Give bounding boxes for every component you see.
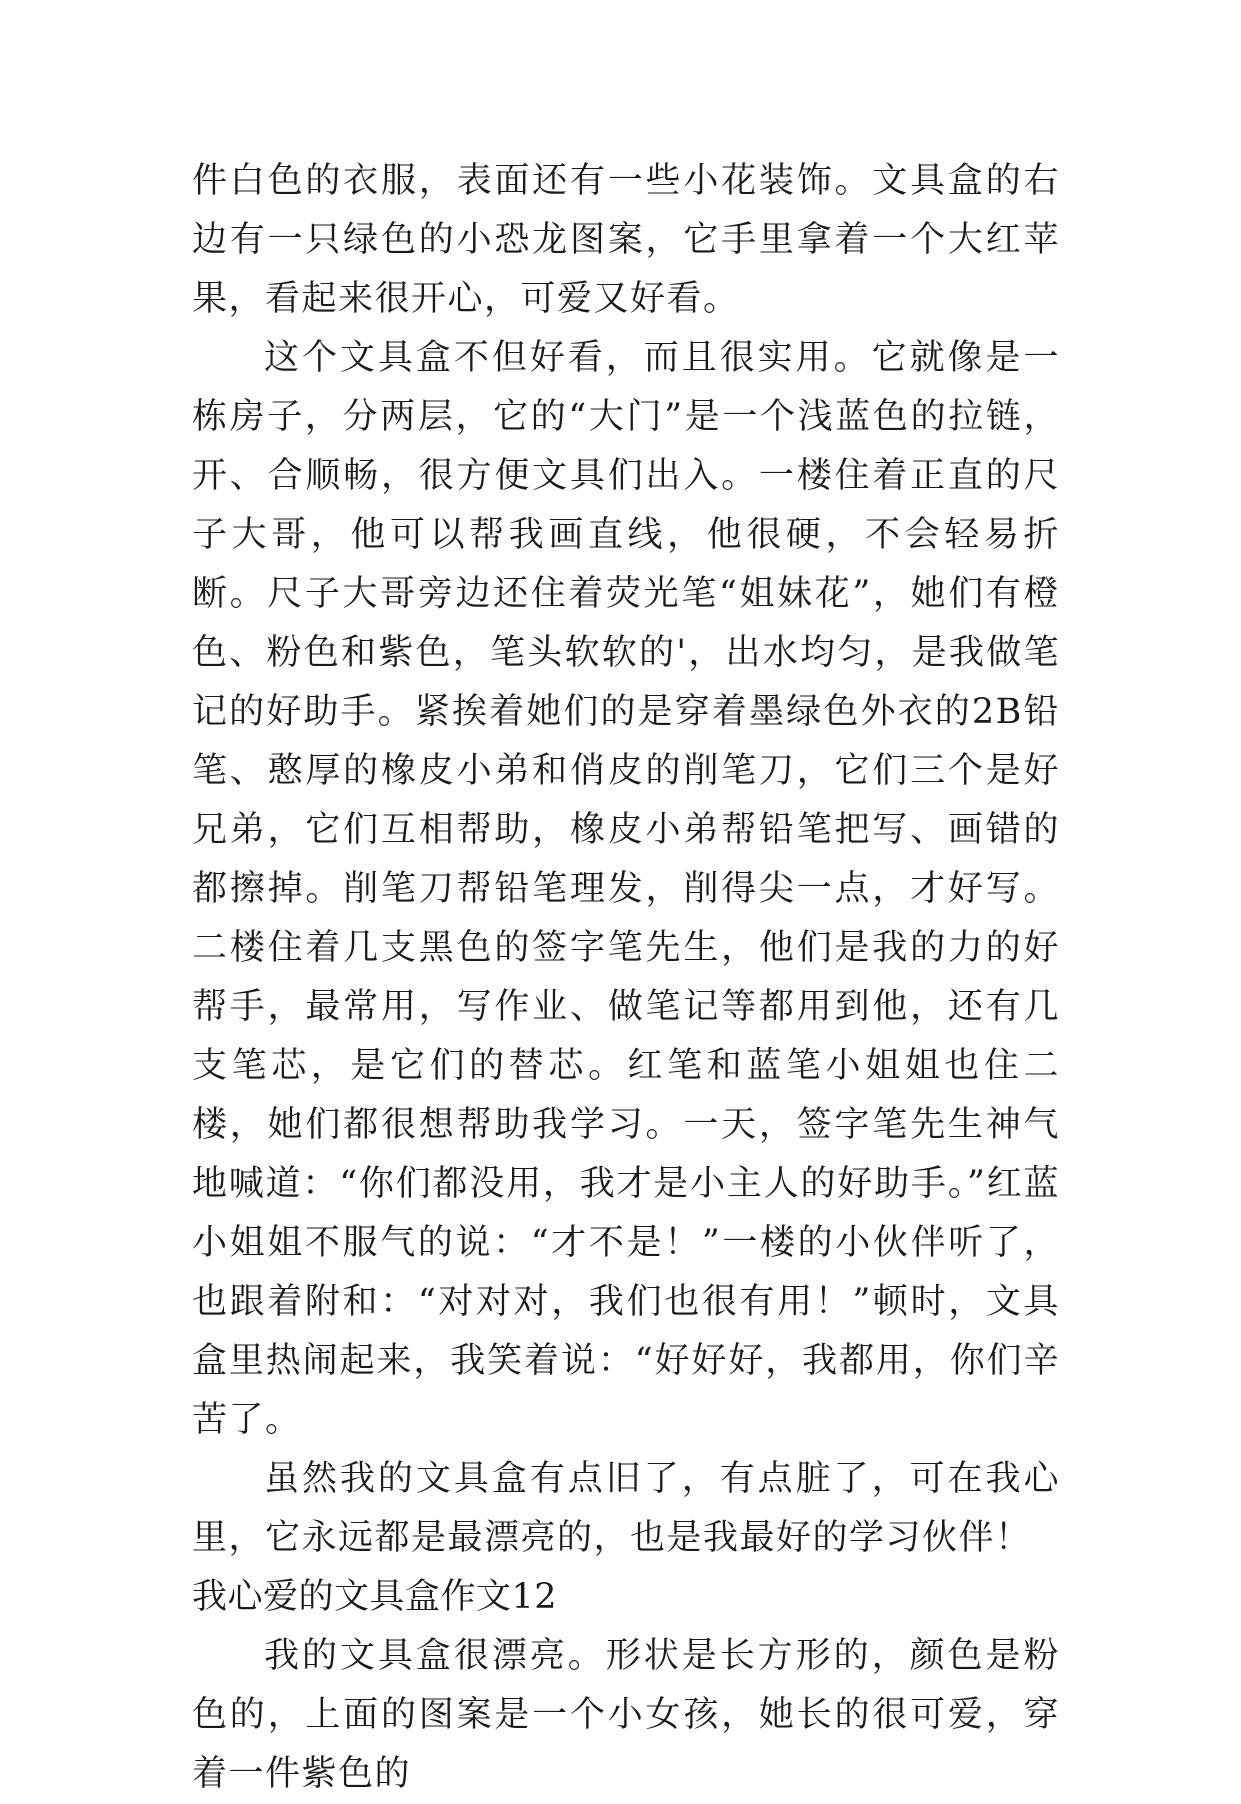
- paragraph-stationery-house: 这个文具盒不但好看，而且很实用。它就像是一栋房子，分两层，它的“大门”是一个浅蓝色的拉链，开、合顺畅，很方便文具们出入。一楼住着正直的尺子大哥，他可以帮我画直线，他很硬，不会轻易折断。尺子大哥旁边还住着荧光笔“姐妹花”，她们有橙色、粉色和紫色，笔头软软的'，出水均匀，是我做笔记的好助手。紧挨着她们的是穿着墨绿色外衣的2B铅笔、憨厚的橡皮小弟和俏皮的削笔刀，它们三个是好兄弟，它们互相帮助，橡皮小弟帮铅笔把写、画错的都擦掉。削笔刀帮铅笔理发，削得尖一点，才好写。二楼住着几支黑色的签字笔先生，他们是我的力的好帮手，最常用，写作业、做笔记等都用到他，还有几支笔芯，是它们的替芯。红笔和蓝笔小姐姐也住二楼，她们都很想帮助我学习。一天，签字笔先生神气地喊道：“你们都没用，我才是小主人的好助手。”红蓝小姐姐不服气的说：“才不是！”一楼的小伙伴听了，也跟着附和：“对对对，我们也很有用！”顿时，文具盒里热闹起来，我笑着说：“好好好，我都用，你们辛苦了。: [192, 338, 1060, 1440]
- paragraph-conclusion: 虽然我的文具盒有点旧了，有点脏了，可在我心里，它永远都是最漂亮的，也是我最好的学习伙伴！: [192, 1459, 1060, 1558]
- essay-title: 我心爱的文具盒作文12: [192, 1577, 558, 1617]
- paragraph-new-essay-opening: 我的文具盒很漂亮。形状是长方形的，颜色是粉色的，上面的图案是一个小女孩，她长的很可爱，穿着一件紫色的: [192, 1636, 1060, 1794]
- paragraph-continuation: 件白色的衣服，表面还有一些小花装饰。文具盒的右边有一只绿色的小恐龙图案，它手里拿着一个大红苹果，看起来很开心，可爱又好看。: [192, 161, 1060, 319]
- document-body: [192, 152, 1060, 1804]
